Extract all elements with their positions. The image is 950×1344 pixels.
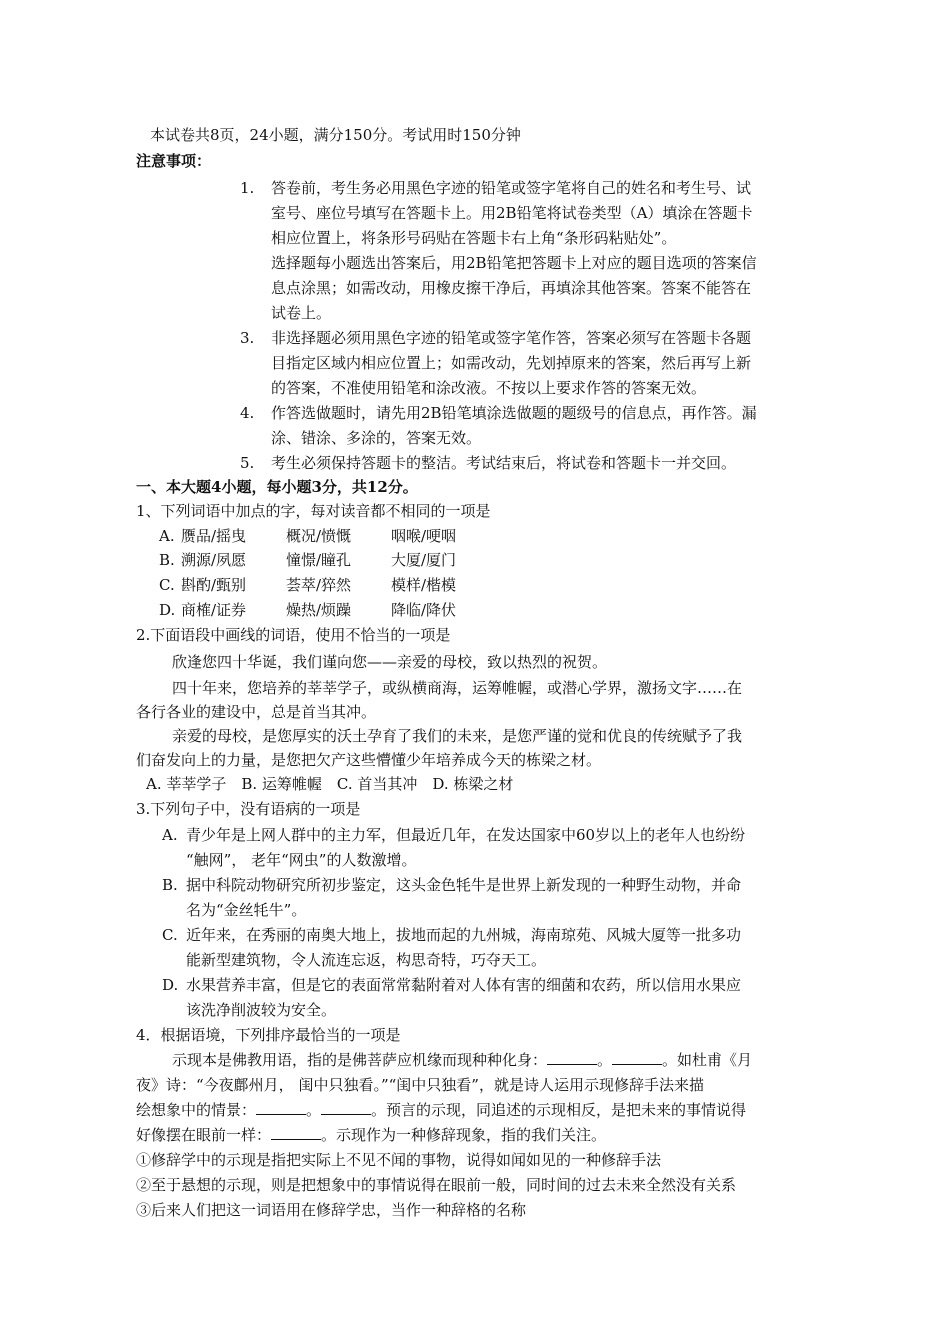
option-line: 青少年是上网人群中的主力军，但最近几年，在发达国家中60岁以上的老年人也纷纷 xyxy=(186,826,746,844)
notice-item-number: 1. xyxy=(240,179,255,197)
notice-item-line: 选择题每小题选出答案后，用2B铅笔把答题卡上对应的题目选项的答案信 xyxy=(271,254,757,272)
answer-blank xyxy=(271,1139,321,1140)
option-label: A. xyxy=(159,527,175,545)
option-word-pair: 憧憬/瞳孔 xyxy=(286,551,352,569)
option-word-pair: 赝品/摇曳 xyxy=(181,527,247,545)
option-word-pair: 荟萃/猝然 xyxy=(286,576,352,594)
option-word-pair: 降临/降伏 xyxy=(391,601,457,619)
option-label: A. xyxy=(162,826,178,844)
answer-blank xyxy=(547,1064,597,1065)
passage-line xyxy=(136,1124,606,1146)
answer-blank xyxy=(612,1064,662,1065)
option-label: B. xyxy=(162,876,178,894)
option-line: 据中科院动物研究所初步鉴定，这头金色牦牛是世界上新发现的一种野生动物，并命 xyxy=(186,876,742,894)
option-line: 名为“金丝牦牛”。 xyxy=(186,901,307,919)
section-heading: 一、本大题4小题，每小题3分，共12分。 xyxy=(136,478,418,496)
passage-line: 各行各业的建设中，总是首当其冲。 xyxy=(136,703,377,721)
option-word-pair: 斟酌/甄别 xyxy=(181,576,247,594)
option-line: 近年来，在秀丽的南奥大地上，拔地而起的九州城，海南琼苑、风城大厦等一批多功 xyxy=(186,926,742,944)
question-2-options: A. 莘莘学子 B. 运筹帷幄 C. 首当其冲 D. 栋梁之材 xyxy=(146,775,514,793)
option-label: D. xyxy=(162,976,179,994)
option-line: “触网”， 老年“网虫”的人数激增。 xyxy=(186,851,417,869)
notice-item-number: 5. xyxy=(240,454,255,472)
option-word-pair: 燥热/烦躁 xyxy=(286,601,352,619)
passage-line: 亲爱的母校，是您厚实的沃土孕育了我们的未来，是您严谨的觉和优良的传统赋予了我 xyxy=(172,727,743,745)
option-label: C. xyxy=(159,576,175,594)
answer-blank xyxy=(256,1114,306,1115)
notice-item-line: 室号、座位号填写在答题卡上。用2B铅笔将试卷类型（A）填涂在答题卡 xyxy=(271,204,753,222)
exam-intro: 本试卷共8页，24小题，满分150分。考试用时150分钟 xyxy=(150,126,521,144)
notice-item-line: 相应位置上，将条形号码贴在答题卡右上角“条形码粘贴处”。 xyxy=(271,229,677,247)
passage-line: 欣逢您四十华诞，我们谨向您——亲爱的母校，致以热烈的祝贺。 xyxy=(172,653,608,671)
option-line: 该洗净削波较为安全。 xyxy=(186,1001,337,1019)
ordering-item: ①修辞学中的示现是指把实际上不见不闻的事物，说得如闻如见的一种修辞手法 xyxy=(136,1151,662,1169)
passage-text: 示现本是佛教用语，指的是佛菩萨应机缘而现种种化身： xyxy=(172,1051,548,1069)
notice-item-line: 试卷上。 xyxy=(271,304,332,322)
notice-item-line: 涂、错涂、多涂的，答案无效。 xyxy=(271,429,482,447)
option-label: C. xyxy=(162,926,178,944)
option-word-pair: 概况/愤慨 xyxy=(286,527,352,545)
option-word-pair: 模样/楷模 xyxy=(391,576,457,594)
question-2-stem: 2.下面语段中画线的词语，使用不恰当的一项是 xyxy=(136,626,451,644)
option-word-pair: 大厦/厦门 xyxy=(391,551,457,569)
passage-text: 绘想象中的情景： xyxy=(136,1101,257,1119)
option-line: 能新型建筑物，令人流连忘返，构思奇特，巧夺天工。 xyxy=(186,951,547,969)
notice-title: 注意事项： xyxy=(136,152,212,170)
question-3-stem: 3.下列句子中，没有语病的一项是 xyxy=(136,800,361,818)
passage-text: 。 xyxy=(597,1051,613,1069)
notice-item-number: 3. xyxy=(240,329,255,347)
notice-item-line: 的答案，不准使用铅笔和涂改液。不按以上要求作答的答案无效。 xyxy=(271,379,707,397)
passage-line: 们奋发向上的力量，是您把欠产这些懵懂少年培养成今天的栋梁之材。 xyxy=(136,751,602,769)
option-word-pair: 商榷/证券 xyxy=(181,601,247,619)
question-4-stem: 4．根据语境，下列排序最恰当的一项是 xyxy=(136,1026,401,1044)
option-word-pair: 溯源/夙愿 xyxy=(181,551,247,569)
passage-text: 。示现作为一种修辞现象，指的我们关注。 xyxy=(321,1126,607,1144)
passage-line xyxy=(172,1049,752,1071)
notice-item-line: 作答选做题时，请先用2B铅笔填涂选做题的题级号的信息点，再作答。漏 xyxy=(271,404,757,422)
passage-text: 。预言的示现，同追述的示现相反，是把未来的事情说得 xyxy=(371,1101,747,1119)
passage-line: 四十年来，您培养的莘莘学子，或纵横商海，运筹帷幄，或潜心学界，激扬文字……在 xyxy=(172,679,743,697)
ordering-item: ②至于悬想的示现，则是把想象中的事情说得在眼前一般，同时间的过去未来全然没有关系 xyxy=(136,1176,737,1194)
passage-line: 夜》诗：“今夜鄜州月， 闺中只独看。”“闺中只独看”，就是诗人运用示现修辞手法来描 xyxy=(136,1076,704,1094)
option-label: D. xyxy=(159,601,176,619)
notice-item-line: 目指定区域内相应位置上；如需改动，先划掉原来的答案，然后再写上新 xyxy=(271,354,752,372)
question-1-stem: 1、下列词语中加点的字，每对读音都不相同的一项是 xyxy=(136,502,491,520)
option-label: B. xyxy=(159,551,175,569)
passage-text: 好像摆在眼前一样： xyxy=(136,1126,272,1144)
option-word-pair: 咽喉/哽咽 xyxy=(391,527,457,545)
passage-text: 。 xyxy=(306,1101,322,1119)
passage-line xyxy=(136,1099,746,1121)
notice-item-line: 考生必须保持答题卡的整洁。考试结束后，将试卷和答题卡一并交回。 xyxy=(271,454,737,472)
notice-item-line: 息点涂黑；如需改动，用橡皮擦干净后，再填涂其他答案。答案不能答在 xyxy=(271,279,752,297)
passage-text: 。如杜甫《月 xyxy=(662,1051,753,1069)
notice-item-number: 4. xyxy=(240,404,255,422)
notice-item-line: 非选择题必须用黑色字迹的铅笔或签字笔作答，答案必须写在答题卡各题 xyxy=(271,329,752,347)
option-line: 水果营养丰富，但是它的表面常常黏附着对人体有害的细菌和农药，所以信用水果应 xyxy=(186,976,742,994)
ordering-item: ③后来人们把这一词语用在修辞学忠，当作一种辞格的名称 xyxy=(136,1201,527,1219)
answer-blank xyxy=(321,1114,371,1115)
notice-item-line: 答卷前，考生务必用黑色字迹的铅笔或签字笔将自己的姓名和考生号、试 xyxy=(271,179,752,197)
